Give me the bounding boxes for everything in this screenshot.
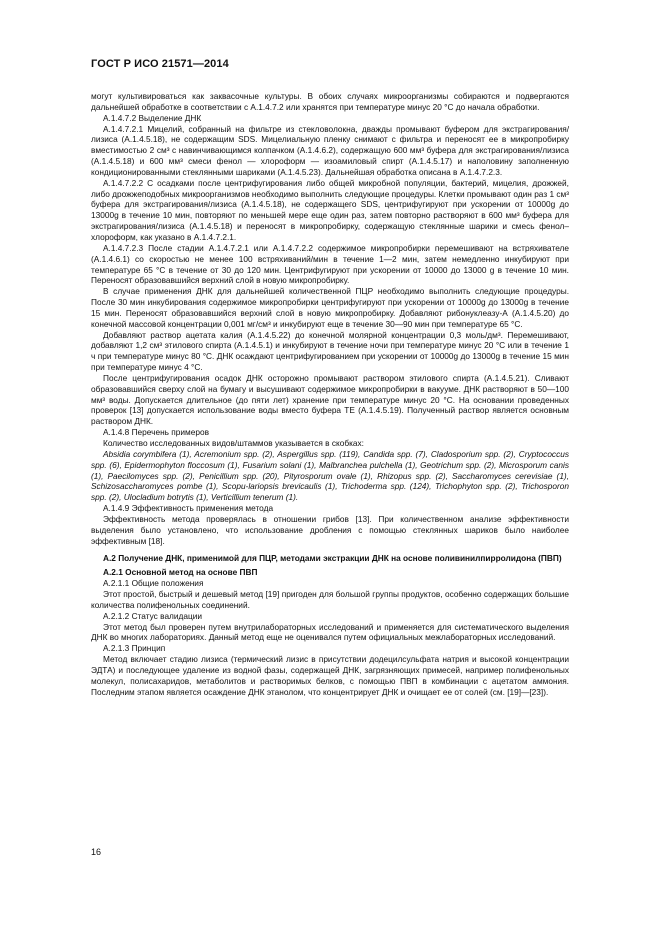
species-list: Absidia corymbifera (1), Acremonium spp. (2), Aspergillus spp. (119), Candida spp. (7), Cladosporium spp. (2), Cryptococcus spp. (6), Epidermophyton floccosum (1), Fusarium solani (1), Malbranchea pulchella (1), Geotrichum spp. (2), Microsporum canis (1), Paecilomyces spp. (2), Penicillium spp. (20), Pityrosporum ovale (1), Rhizopus spp. (2), Saccharomyces cerevisiae (1), Schizosaccharomyces pombe (1), Scopu-lariopsis brevicaulis (1), Trichoderma spp. (124), Trichophyton spp. (2), Trichosporon spp. (2), Ulocladium botrytis (1), Verticillium tenerum (1). xyxy=(91,448,569,503)
paragraph: В случае применения ДНК для дальнейшей количественной ПЦР необходимо выполнить следующие процедуры. После 30 мин инкубирования содержимое микропробирки центрифугируют при ускорении от 10000g до 13000g в течение 15 мин. Переносят образовавшийся верхний слой в новую микропробирку. Добавляют рибонуклеазу-А (А.1.4.5.20) до конечной массовой концентрации 0,001 мг/см³ и инкубируют еще в течение 30—90 мин при температуре 65 °С. xyxy=(91,286,569,329)
paragraph: Этот простой, быстрый и дешевый метод [19] пригоден для большой группы продуктов, особенно содержащих большие количества полифенольных соединений. xyxy=(91,588,569,610)
subsection-label: А.1.4.8 Перечень примеров xyxy=(103,427,209,438)
subsection-label: А.1.4.9 Эффективность применения метода xyxy=(103,503,274,514)
subsection-label: А.2.1.1 Общие положения xyxy=(103,578,204,589)
section-heading: А.2 Получение ДНК, применимой для ПЦР, методами экстракции ДНК на основе поливинилпирролидона (ПВП) xyxy=(103,553,562,564)
paragraph: После центрифугирования осадок ДНК осторожно промывают раствором этилового спирта (А.1.4.5.21). Сливают образовавшийся сверху слой на бумагу и высушивают содержимое микропробирки в вакууме. ДНК растворяют в 50—100 мм³ воды. Допускается длительное (до пяти лет) хранение при температуре минус 20 °С. На основании проведенных проверок [13] допускается использование воды вместо буфера ТЕ (А.1.4.5.19). Полученный раствор является основным раствором ДНК. xyxy=(91,372,569,427)
paragraph: А.1.4.7.2.3 После стадии А.1.4.7.2.1 или А.1.4.7.2.2 содержимое микропробирки перемешивают на встряхивателе (А.1.4.6.1) со скоростью не менее 100 встряхиваний/мин в течение 1—2 мин, затем немедленно инкубируют при температуре 65 °С в течение от 30 до 120 мин. Центрифугируют при ускорении от 10000 до 13000 g в течение 10 мин. Переносят образовавшийся верхний слой в новую микропробирку. xyxy=(91,242,569,286)
paragraph: могут культивироваться как заквасочные культуры. В обоих случаях микроорганизмы собираются и подвергаются дальнейшей обработке в соответствии с А.1.4.7.2 или хранятся при температуре минус 20 °С до начала обработки. xyxy=(91,91,569,112)
subsection-heading: А.2.1 Основной метод на основе ПВП xyxy=(103,567,258,578)
paragraph: Метод включает стадию лизиса (термический лизис в присутствии додецилсульфата натрия и высокой концентрации ЭДТА) и последующее удаление из водной фазы, содержащей ДНК, загрязняющих примесей, например полифенольных молекул, полисахаридов, метаболитов и растворимых белков, с помощью ПВП в комбинации с ацетатом аммония. Последним этапом является осаждение ДНК этанолом, что концентрирует ДНК и очищает ее от солей (см. [19]—[23]). xyxy=(91,654,569,697)
page-body xyxy=(91,91,569,697)
paragraph: Количество исследованных видов/штаммов указывается в скобках: xyxy=(103,438,364,448)
paragraph: Добавляют раствор ацетата калия (А.1.4.5.22) до конечной молярной концентрации 0,3 моль/дм³. Перемешивают, добавляют 1,2 см³ этилового спирта (А.1.4.5.1) и инкубируют в течение ночи при температуре минус 20 °С или в течение 1 ч при температуре минус 80 °С. ДНК осаждают центрифугированием при ускорении от 10000g до 13000g в течение 15 мин при температуре минус 4 °С. xyxy=(91,329,569,373)
subsection-label: А.2.1.2 Статус валидации xyxy=(103,610,203,621)
paragraph: Этот метод был проверен путем внутрилабораторных исследований и применяется для систематического выделения ДНК во многих лабораториях. Данный метод еще не оценивался путем официальных межлабораторных исследований. xyxy=(91,621,569,643)
document-header: ГОСТ Р ИСО 21571—2014 xyxy=(91,58,229,70)
page-number: 16 xyxy=(91,847,102,857)
subsection-label: А.2.1.3 Принцип xyxy=(103,643,166,654)
paragraph: А.1.4.7.2.1 Мицелий, собранный на фильтре из стекловолокна, дважды промывают буфером для экстрагирования/лизиса (А.1.4.5.18), не содержащим SDS. Мицелиальную пленку снимают с фильтра и переносят ее в микропробирку вместимостью 2 см³ с навинчивающимся колпачком (А.1.4.6.2), содержащую 600 мм³ буфера для экстрагирования/лизиса (А.1.4.5.18) и 600 мм³ смеси фенол — хлороформ — изоамиловый спирт (А.1.4.5.17) и наполовину заполненную кондиционированными стеклянными шариками (А.1.4.5.23). Дальнейшая обработка описана в А.1.4.7.2.3. xyxy=(91,123,569,177)
paragraph: Эффективность метода проверялась в отношении грибов [13]. При количественном анализе эффективности выделения было установлено, что использование дробления с помощью стеклянных шариков было наиболее эффективным [18]. xyxy=(91,513,569,546)
paragraph: А.1.4.7.2.2 С осадками после центрифугирования либо общей микробной популяции, бактерий, мицелия, дрожжей, либо дрожжеподобных микроорганизмов необходимо выполнить следующие процедуры. Клетки промывают один раз 1 см³ буфера для экстрагирования/лизиса (А.1.4.5.18), не содержащего SDS, центрифугируют при ускорении от 10000g до 13000g в течение 10 мин, повторяют по меньшей мере еще один раз, затем повторно растворяют в 600 мм³ буфера для экстрагирования/лизиса (А.1.4.5.18) и переносят в микропробирку, содержащую стеклянные шарики и смесь фенол–хлороформ, как указано в А.1.4.7.2.1. xyxy=(91,177,569,242)
subsection-label: А.1.4.7.2 Выделение ДНК xyxy=(103,112,202,123)
